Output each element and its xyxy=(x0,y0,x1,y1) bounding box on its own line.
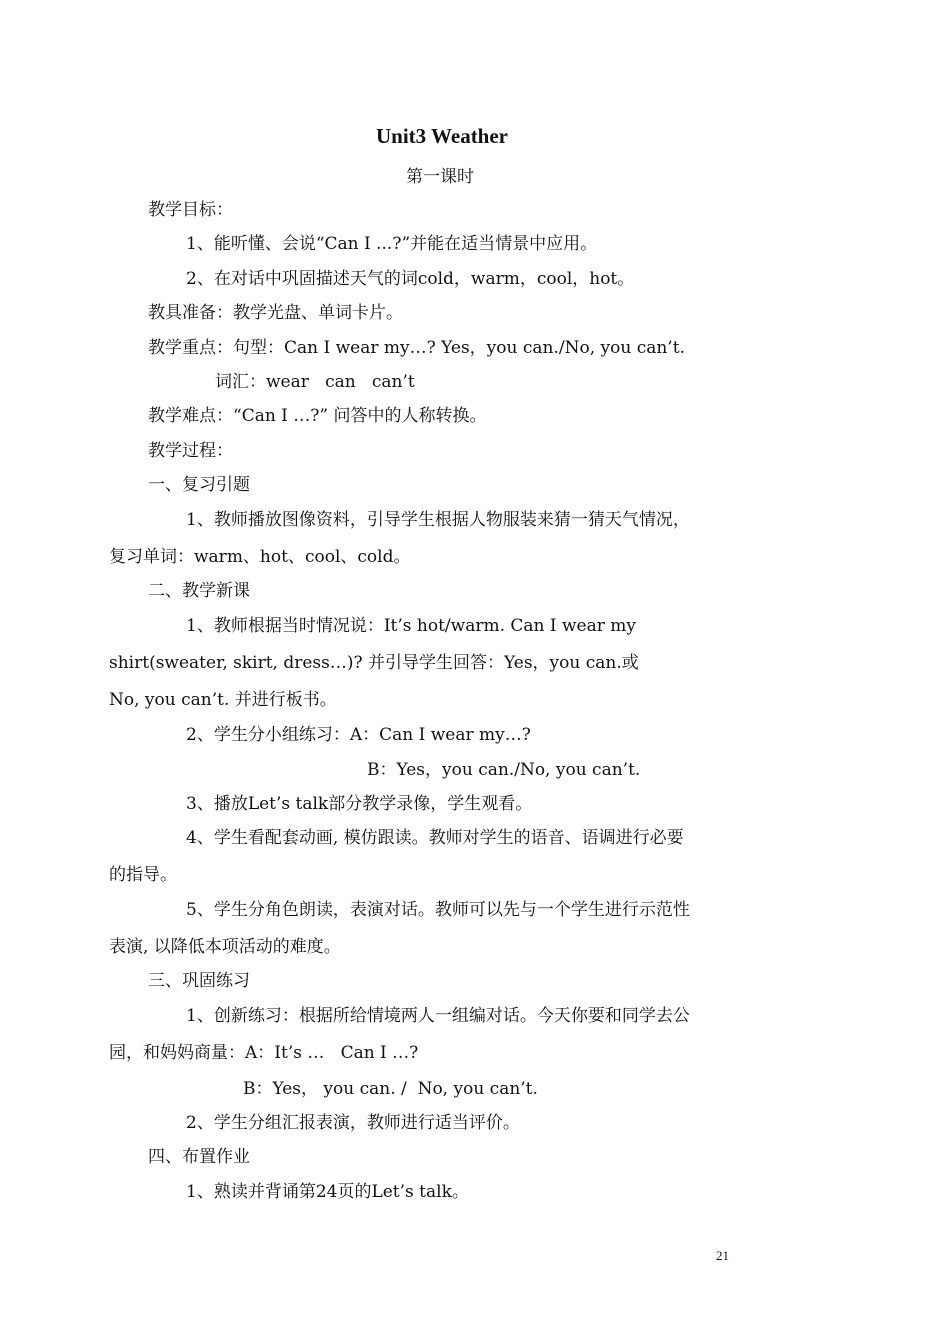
paragraph-line: 2、学生分组汇报表演，教师进行适当评价。 xyxy=(186,1113,520,1133)
paragraph-line: 5、学生分角色朗读，表演对话。教师可以先与一个学生进行示范性 xyxy=(186,900,690,920)
objective-item: 2、在对话中巩固描述天气的词cold，warm，cool，hot。 xyxy=(186,269,635,289)
paragraph-line: 园，和妈妈商量：A：It’s … Can I …? xyxy=(109,1043,419,1063)
section-heading-objectives: 教学目标： xyxy=(148,200,233,220)
key-vocabulary: 词汇：wear can can’t xyxy=(215,372,415,392)
paragraph-line: 的指导。 xyxy=(109,865,177,885)
part-heading-new-lesson: 二、教学新课 xyxy=(148,581,250,601)
paragraph-line: 1、教师根据当时情况说：It’s hot/warm. Can I wear my xyxy=(186,616,636,636)
teaching-aids: 教具准备：教学光盘、单词卡片。 xyxy=(148,303,403,323)
part-heading-practice: 三、巩固练习 xyxy=(148,971,250,991)
part-heading-review: 一、复习引题 xyxy=(148,475,250,495)
paragraph-line: 1、创新练习：根据所给情境两人一组编对话。今天你要和同学去公 xyxy=(186,1006,690,1026)
paragraph-line: 2、学生分小组练习：A：Can I wear my…? xyxy=(186,725,531,745)
objective-item: 1、能听懂、会说“Can I ...?”并能在适当情景中应用。 xyxy=(186,234,598,254)
paragraph-line: 表演, 以降低本项活动的难度。 xyxy=(109,937,341,957)
section-heading-process: 教学过程： xyxy=(148,441,233,461)
lesson-subtitle: 第一课时 xyxy=(406,167,474,187)
part-heading-homework: 四、布置作业 xyxy=(148,1147,250,1167)
paragraph-line: 3、播放Let’s talk部分教学录像，学生观看。 xyxy=(186,794,533,814)
key-points: 教学重点：句型：Can I wear my…? Yes，you can./No, you can’t. xyxy=(148,338,685,358)
paragraph-line: 复习单词：warm、hot、cool、cold。 xyxy=(109,547,411,567)
page-number: 21 xyxy=(716,1248,729,1263)
paragraph-line: shirt(sweater, skirt, dress…)? 并引导学生回答：Yes，you can.或 xyxy=(109,653,639,673)
paragraph-line: B：Yes， you can. / No, you can’t. xyxy=(243,1079,538,1099)
paragraph-line: No, you can’t. 并进行板书。 xyxy=(109,690,337,710)
difficult-points: 教学难点：“Can I …?” 问答中的人称转换。 xyxy=(148,406,487,426)
document-title: Unit3 Weather xyxy=(375,124,509,148)
paragraph-line: B：Yes，you can./No, you can’t. xyxy=(367,760,641,780)
paragraph-line: 1、熟读并背诵第24页的Let’s talk。 xyxy=(186,1182,469,1202)
paragraph-line: 1、教师播放图像资料，引导学生根据人物服装来猜一猜天气情况， xyxy=(186,510,690,530)
paragraph-line: 4、学生看配套动画, 模仿跟读。教师对学生的语音、语调进行必要 xyxy=(186,828,684,848)
